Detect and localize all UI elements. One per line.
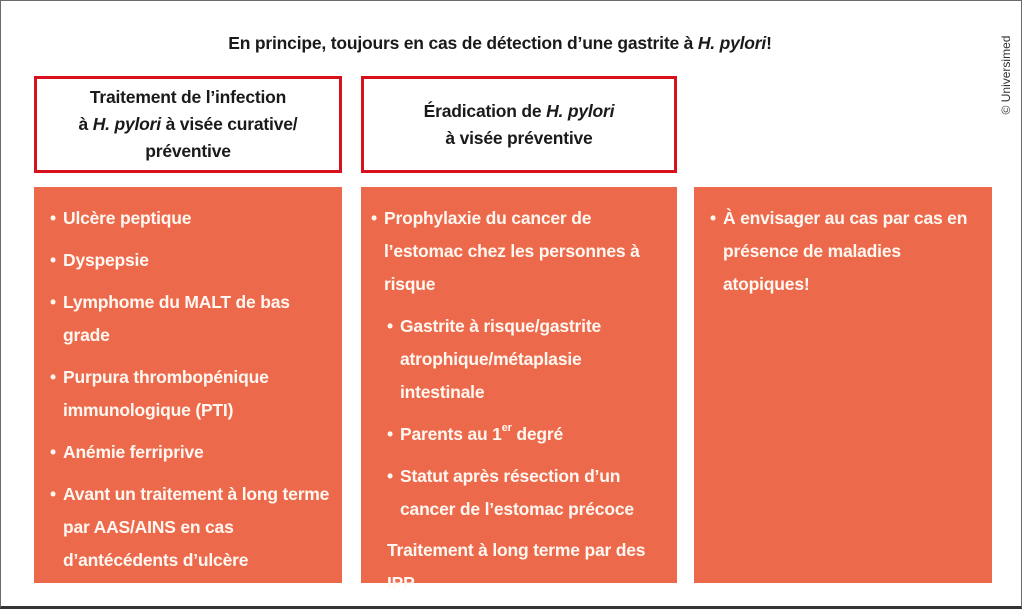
bullet-icon: • — [387, 316, 393, 336]
list-subitem — [387, 460, 669, 526]
header-box-preventive — [361, 76, 677, 173]
header-line: préventive — [145, 141, 231, 161]
title-text: En principe, toujours en cas de détection d’une gastrite à — [228, 33, 698, 53]
list-item — [710, 202, 982, 301]
header-text: à — [78, 114, 93, 134]
copyright-notice — [996, 30, 1016, 120]
indications-curative-box — [34, 187, 342, 583]
bullet-icon: • — [50, 208, 56, 228]
item-text: Parents au 1 — [400, 424, 502, 444]
list-subitem — [387, 418, 669, 451]
header-text: à visée curative/ — [160, 114, 298, 134]
bullet-icon: • — [710, 208, 716, 228]
header-box-curative — [34, 76, 342, 173]
indications-preventive-box — [361, 187, 677, 593]
item-text: Avant un traitement à long terme par AAS/AINS en cas d’antécédents d’ulcère — [63, 484, 330, 570]
item-text: Prophylaxie du cancer de l’estomac chez les personnes à risque — [384, 208, 640, 294]
figure-title — [0, 33, 1000, 54]
bullet-icon: • — [50, 292, 56, 312]
bullet-icon: • — [50, 250, 56, 270]
item-text: Anémie ferriprive — [63, 442, 204, 462]
header-text: Éradication de — [423, 100, 547, 121]
item-text: Statut après résection d’un cancer de l’estomac précoce — [400, 466, 634, 519]
item-text: Ulcère peptique — [63, 208, 192, 228]
list-item — [50, 361, 332, 427]
list-item — [50, 244, 332, 277]
copyright-text: © Universimed — [999, 35, 1013, 115]
item-text: degré — [511, 424, 564, 444]
bullet-icon: • — [50, 484, 56, 504]
item-text: Dyspepsie — [63, 250, 149, 270]
item-text: À envisager au cas par cas en présence de maladies atopiques! — [723, 208, 968, 294]
header-line: Traitement de l’infection — [89, 87, 287, 107]
list-item — [50, 202, 332, 235]
list-item — [50, 286, 332, 352]
list-item — [50, 436, 332, 469]
item-text: Lymphome du MALT de bas grade — [63, 292, 290, 345]
list-item — [50, 478, 332, 577]
indications-atopic-box — [694, 187, 992, 583]
title-italic-species: H. pylori — [697, 33, 767, 53]
bullet-icon: • — [387, 466, 393, 486]
superscript: er — [501, 422, 512, 435]
title-suffix: ! — [766, 33, 772, 53]
list-subitem — [387, 310, 669, 409]
header-line — [424, 98, 615, 125]
bullet-icon: • — [387, 424, 393, 444]
item-text: Purpura thrombopénique immunologique (PTI) — [63, 367, 269, 420]
header-italic-species: H. pylori — [546, 100, 615, 121]
header-line — [79, 111, 298, 138]
bullet-icon: • — [50, 367, 56, 387]
plain-item: Traitement à long terme par des IPP — [387, 540, 646, 593]
list-item — [371, 202, 669, 301]
bullet-icon: • — [50, 442, 56, 462]
item-text: Gastrite à risque/gastrite atrophique/métaplasie intestinale — [400, 316, 601, 402]
header-line: à visée préventive — [445, 127, 593, 148]
bullet-icon: • — [371, 208, 377, 228]
header-italic-species: H. pylori — [92, 114, 161, 134]
